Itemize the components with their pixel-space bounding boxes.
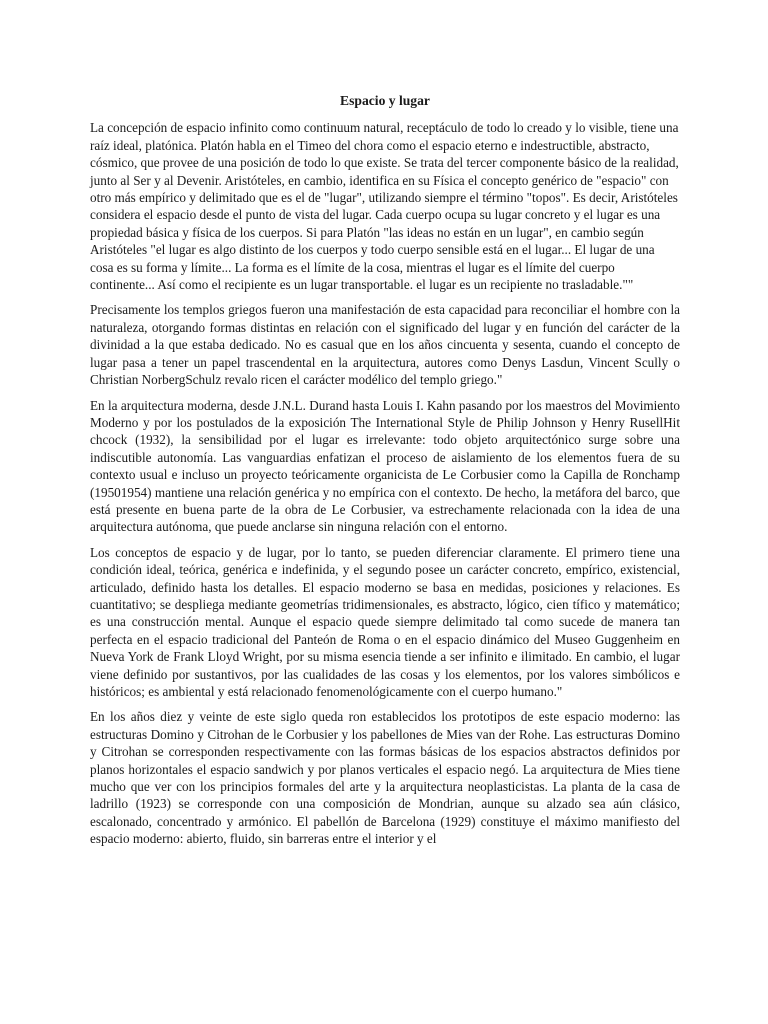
paragraph-5: En los años diez y veinte de este siglo queda ron establecidos los prototipos de este espacio moderno: las estructuras Domino y Citrohan de le Corbusier y los pabellones de Mies van der Rohe. Las estructuras Domino y Citrohan se corresponden respectivamente con las formas básicas de los espacios abstractos definidos por planos horizontales el espacio sandwich y por planos verticales el espacio negó. La arquitectura de Mies tiene mucho que ver con los principios formales del arte y la arquitectura neoplasticistas. La planta de la casa de ladrillo (1923) se corresponde con una composición de Mondrian, aunque su alzado sea aún clásico, escalonado, concentrado y armónico. El pabellón de Barcelona (1929) constituye el máximo manifiesto del espacio moderno: abierto, fluido, sin barreras entre el interior y el xyxy=(90,709,680,847)
document-title: Espacio y lugar xyxy=(340,93,430,108)
document-page xyxy=(90,92,680,856)
paragraph-2: Precisamente los templos griegos fueron una manifestación de esta capacidad para reconciliar el hombre con la naturaleza, otorgando formas distintas en relación con el significado del lugar y en función del carácter de la divinidad a la que estaba dedicado. No es casual que en los años cincuenta y sesenta, cuando el concepto de lugar pasa a tener un papel trascendental en la arquitectura, autores como Denys Lasdun, Vincent Scully o Christian NorbergSchulz revalo ricen el carácter modélico del templo griego." xyxy=(90,302,680,388)
paragraph-1: La concepción de espacio infinito como continuum natural, receptáculo de todo lo creado y lo visible, tiene una raíz ideal, platónica. Platón habla en el Timeo del chora como el espacio eterno e indestructible, abstracto, cósmico, que provee de una posición de todo lo que existe. Se trata del tercer componente básico de la realidad, junto al Ser y al Devenir. Aristóteles, en cambio, identifica en su Física el concepto genérico de "espacio" con otro más empírico y delimitado que es el de "lugar", utilizando siempre el término "topos". Es decir, Aristóteles considera el espacio desde el punto de vista del lugar. Cada cuerpo ocupa su lugar concreto y el lugar es una propiedad básica y física de los cuerpos. Si para Platón "las ideas no están en un lugar", en cambio según Aristóteles "el lugar es algo distinto de los cuerpos y todo cuerpo sensible está en el lugar... El lugar de una cosa es su forma y límite... La forma es el límite de la cosa, mientras el lugar es el límite del cuerpo continente... Así como el recipiente es un lugar transportable. el lugar es un recipiente no trasladable."" xyxy=(90,120,679,293)
paragraph-4: Los conceptos de espacio y de lugar, por lo tanto, se pueden diferenciar claramente. El primero tiene una condición ideal, teórica, genérica e indefinida, y el segundo posee un carácter concreto, empírico, existencial, articulado, definido hasta los detalles. El espacio moderno se basa en medidas, posiciones y relaciones. Es cuantitativo; se despliega mediante geometrías tridimensionales, es abstracto, lógico, cien tífico y matemático; es una construcción mental. Aunque el espacio quede siempre delimitado tal como sucede de manera tan perfecta en el espacio tradicional del Panteón de Roma o en el espacio dinámico del Museo Guggenheim en Nueva York de Frank Lloyd Wright, por su misma esencia tiende a ser infinito e ilimitado. En cambio, el lugar viene definido por sustantivos, por las cualidades de las cosas y los elementos, por los valores simbólicos e históricos; es ambiental y está relacionado fenomenológicamente con el cuerpo humano." xyxy=(90,544,680,699)
paragraph-3: En la arquitectura moderna, desde J.N.L. Durand hasta Louis I. Kahn pasando por los maestros del Movimiento Moderno y por los postulados de la exposición The International Style de Philip Johnson y Henry RusellHit chcock (1932), la sensibilidad por el lugar es irrelevante: todo objeto arquitectónico surge sobre una indiscutible autonomía. Las vanguardias enfatizan el proceso de aislamiento de los elementos fuera de su contexto usual e incluso un proyecto teóricamente organicista de Le Corbusier como la Capilla de Ronchamp (19501954) mantiene una relación genérica y no empírica con el contexto. De hecho, la metáfora del barco, que está presente en buena parte de la obra de Le Corbusier, va estrechamente relacionada con la idea de una arquitectura autónoma, que puede anclarse sin ninguna relación con el entorno. xyxy=(90,397,680,535)
